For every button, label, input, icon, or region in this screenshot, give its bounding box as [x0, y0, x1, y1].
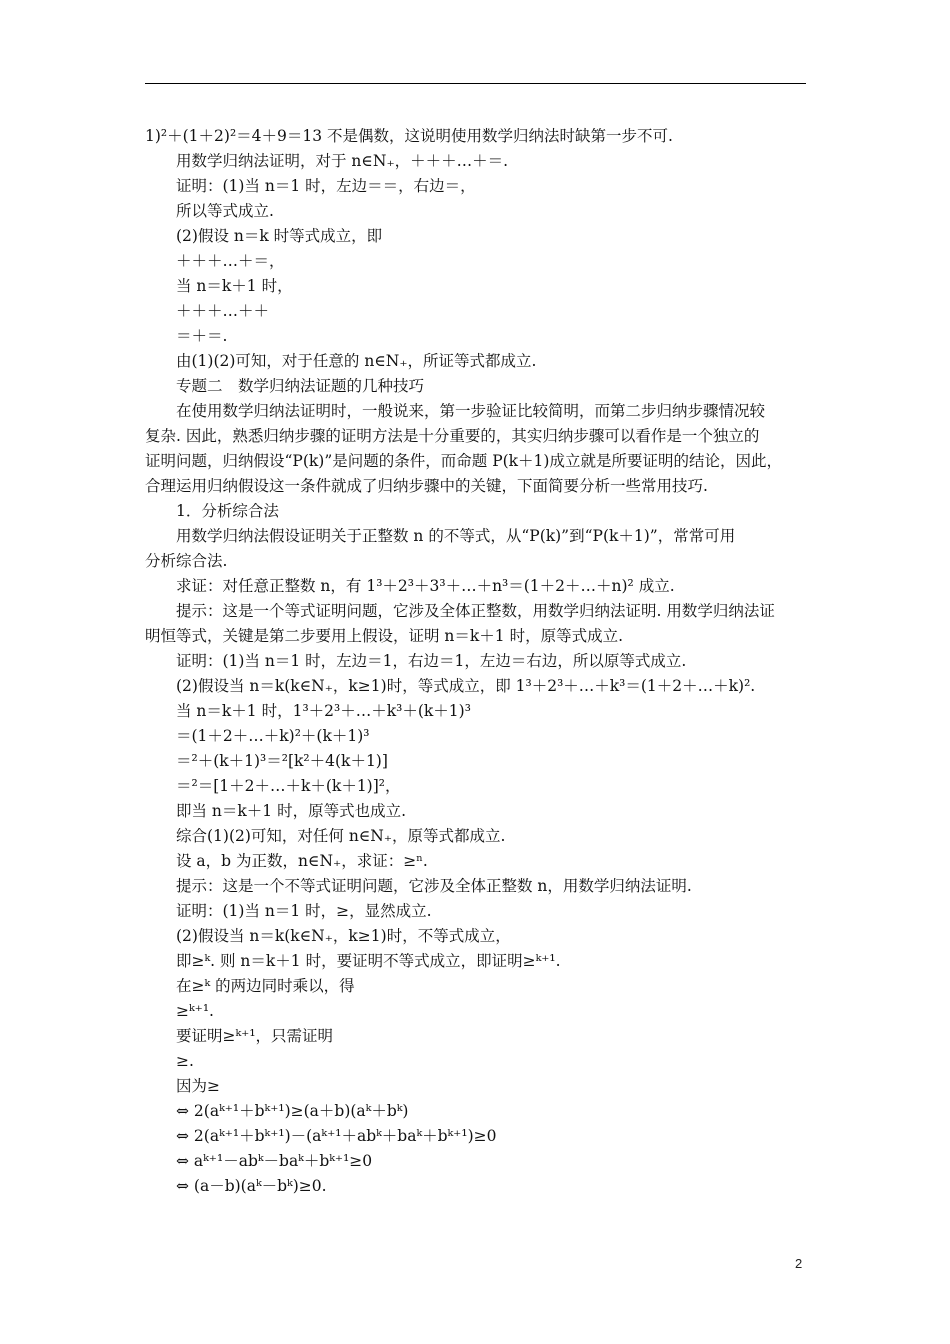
text-line: ⇔ 2(aᵏ⁺¹＋bᵏ⁺¹)－(aᵏ⁺¹＋abᵏ＋baᵏ＋bᵏ⁺¹)≥0	[176, 1127, 497, 1145]
text-line: 即≥ᵏ. 则 n＝k＋1 时，要证明不等式成立，即证明≥ᵏ⁺¹.	[176, 952, 561, 970]
text-line: (2)假设当 n＝k(k∈N₊，k≥1)时，等式成立，即 1³＋2³＋…＋k³＝(1＋2＋…＋k)².	[176, 677, 756, 695]
text-line: 提示：这是一个不等式证明问题，它涉及全体正整数 n，用数学归纳法证明.	[176, 877, 692, 895]
text-line: 1)²＋(1＋2)²＝4＋9＝13 不是偶数，这说明使用数学归纳法时缺第一步不可.	[145, 127, 673, 145]
text-line: 因为≥	[176, 1077, 220, 1095]
text-line: 提示：这是一个等式证明问题，它涉及全体正整数，用数学归纳法证明. 用数学归纳法证	[176, 602, 775, 620]
text-line: ＝＋＝.	[176, 327, 228, 345]
text-line: 即当 n＝k＋1 时，原等式也成立.	[176, 802, 407, 820]
text-line: 证明问题，归纳假设“P(k)”是问题的条件，而命题 P(k＋1)成立就是所要证明的结论，因此，	[145, 452, 782, 470]
text-line: 分析综合法.	[145, 552, 228, 570]
text-line: 在≥ᵏ 的两边同时乘以，得	[176, 977, 355, 995]
text-line: 证明：(1)当 n＝1 时，左边＝1，右边＝1，左边＝右边，所以原等式成立.	[176, 652, 687, 670]
text-line: 明恒等式，关键是第二步要用上假设，证明 n＝k＋1 时，原等式成立.	[145, 627, 624, 645]
text-line: 要证明≥ᵏ⁺¹，只需证明	[176, 1027, 334, 1045]
text-line: (2)假设 n＝k 时等式成立，即	[176, 227, 383, 245]
text-line: 复杂. 因此，熟悉归纳步骤的证明方法是十分重要的，其实归纳步骤可以看作是一个独立的	[145, 427, 760, 445]
text-line: ≥.	[176, 1052, 194, 1070]
text-line: 用数学归纳法假设证明关于正整数 n 的不等式，从“P(k)”到“P(k＋1)”，常常可用	[176, 527, 736, 545]
text-line: 综合(1)(2)可知，对任何 n∈N₊，原等式都成立.	[176, 827, 506, 845]
text-line: ＝²＋(k＋1)³＝²[k²＋4(k＋1)]	[176, 752, 388, 770]
text-line: 证明：(1)当 n＝1 时，左边＝＝，右边＝，	[176, 177, 476, 195]
section-heading: 专题二 数学归纳法证题的几种技巧	[176, 377, 425, 395]
text-line: 用数学归纳法证明，对于 n∈N₊，＋＋＋…＋＝.	[176, 152, 509, 170]
text-line: 当 n＝k＋1 时，	[176, 277, 293, 295]
text-line: ＋＋＋…＋＝，	[176, 252, 285, 270]
text-line: (2)假设当 n＝k(k∈N₊，k≥1)时，不等式成立，	[176, 927, 511, 945]
text-line: 由(1)(2)可知，对于任意的 n∈N₊，所证等式都成立.	[176, 352, 537, 370]
text-line: ≥ᵏ⁺¹.	[176, 1002, 214, 1020]
text-line: 证明：(1)当 n＝1 时，≥，显然成立.	[176, 902, 432, 920]
text-line: 在使用数学归纳法证明时，一般说来，第一步验证比较简明，而第二步归纳步骤情况较	[176, 402, 766, 420]
subsection-heading: 1．分析综合法	[176, 502, 279, 520]
text-line: ⇔ aᵏ⁺¹－abᵏ－baᵏ＋bᵏ⁺¹≥0	[176, 1152, 373, 1170]
text-line: 合理运用归纳假设这一条件就成了归纳步骤中的关键，下面简要分析一些常用技巧.	[145, 477, 708, 495]
text-line: 所以等式成立.	[176, 202, 274, 220]
text-line: ＝(1＋2＋…＋k)²＋(k＋1)³	[176, 727, 370, 745]
text-line: ⇔ (a－b)(aᵏ－bᵏ)≥0.	[176, 1177, 327, 1195]
text-line: ⇔ 2(aᵏ⁺¹＋bᵏ⁺¹)≥(a＋b)(aᵏ＋bᵏ)	[176, 1102, 409, 1120]
text-line: 求证：对任意正整数 n，有 1³＋2³＋3³＋…＋n³＝(1＋2＋…＋n)² 成立.	[176, 577, 675, 595]
text-line: ＋＋＋…＋＋	[176, 302, 270, 320]
text-line: 当 n＝k＋1 时，1³＋2³＋…＋k³＋(k＋1)³	[176, 702, 471, 720]
page-number: 2	[795, 1256, 803, 1271]
text-line: ＝²＝[1＋2＋…＋k＋(k＋1)]²，	[176, 777, 401, 795]
text-line: 设 a，b 为正数，n∈N₊，求证：≥ⁿ.	[176, 852, 428, 870]
